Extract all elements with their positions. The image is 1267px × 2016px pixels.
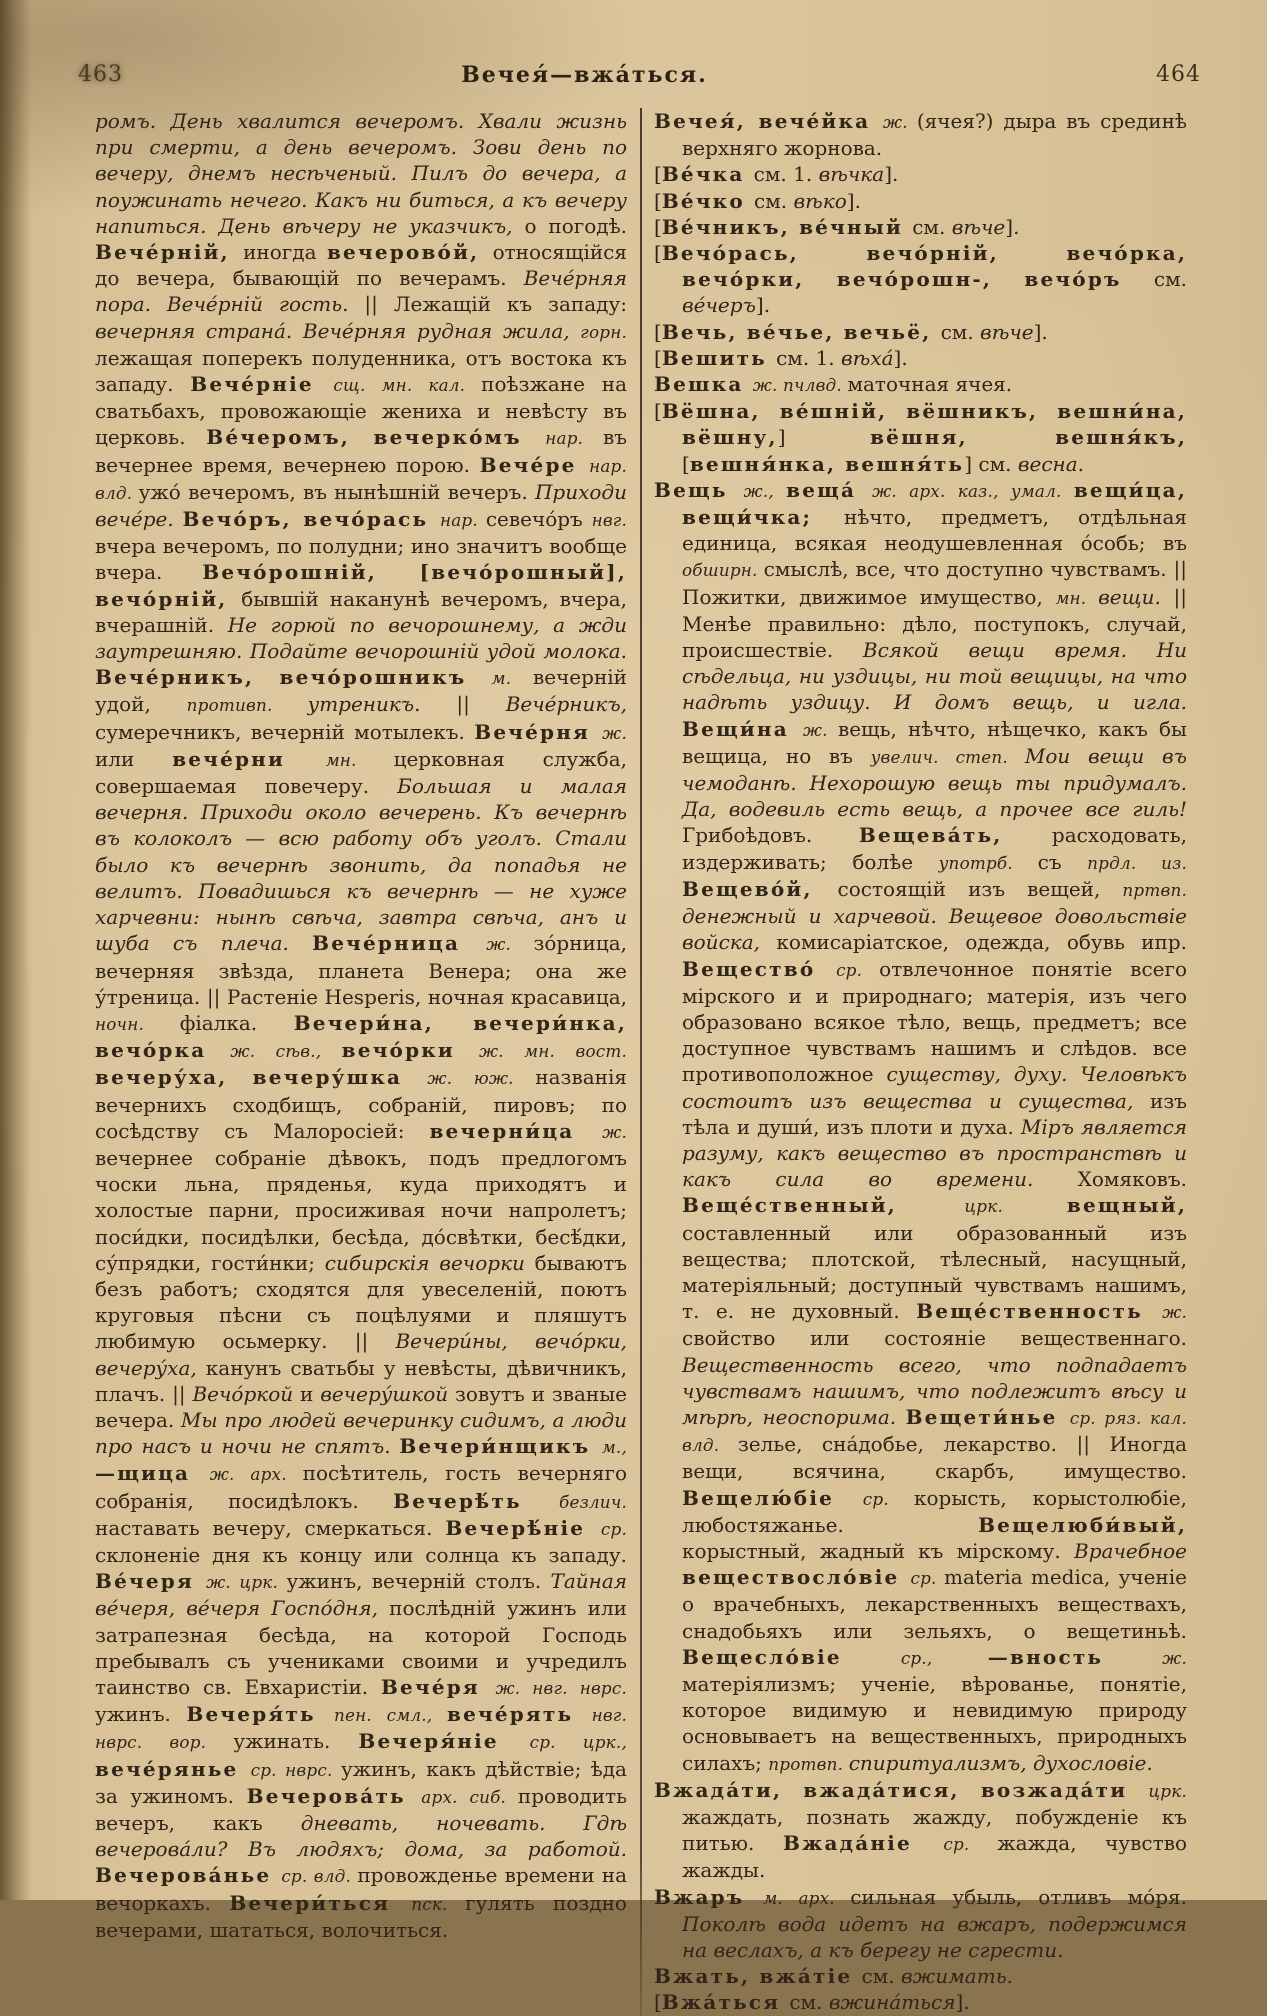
dictionary-entry: Вжаръ м. арх. сильная убыль, отливъ мо́ря. Поколѣ вода идетъ на вжаръ, подержимся на веслахъ, а къ берегу не сгрести. xyxy=(654,1884,1187,1963)
dictionary-entry: Вещь ж., веща́ ж. арх. каз., умал. вещи́ца, вещи́чка; нѣчто, предметъ, отдѣльная единица, всякая неодушевленная о́собь; въ обширн. смыслѣ, все, что доступно чувствамъ. || Пожитки, движимое имущество, мн. вещи. || Менѣе правильно: дѣло, поступокъ, случай, происшествіе. Всякой вещи время. Ни сѣдельца, ни уздицы, ни той вещицы, на что надѣть уздицу. И домъ вещь, и игла. Вещи́на ж. вещь, нѣчто, нѣщечко, какъ бы вещица, но въ увелич. степ. Мои вещи въ чемоданѣ. Нехорошую вещь ты придумалъ. Да, водевиль есть вещь, а прочее все гиль! Грибоѣдовъ. Вещева́ть, расходовать, издерживать; болѣе употрб. съ прдл. из. Вещево́й, состоящій изъ вещей, пртвп. денежный и харчевой. Вещевое довольствіе войска, комисаріатское, одежда, обувь ипр. Вещество́ ср. отвлечонное понятіе всего мірского и и природнаго; матерія, изъ чего образовано всякое тѣло, вещь, предметъ; все доступное чувствамъ нашимъ и слѣдов. все противоположное существу, духу. Человѣкъ состоитъ изъ вещества и существа, изъ тѣла и души́, изъ плоти и духа. Міръ является разуму, какъ вещество въ пространствѣ и какъ сила во времени. Хомяковъ. Веще́ственный, црк. вещный, составленный или образованный изъ вещества; плотской, тѣлесный, насущный, матеріяльный; доступный чувствамъ нашимъ, т. е. не духовный. Веще́ственность ж. свойство или состояніе вещественнаго. Вещественность всего, что подпадаетъ чувствамъ нашимъ, что подлежитъ вѣсу и мѣрѣ, неоспорима. Вещети́нье ср. ряз. кал. влд. зелье, сна́добье, лекарство. || Иногда вещи, всячина, скарбъ, имущество. Вещелю́біе ср. корысть, корыстолюбіе, любостяжанье. Вещелюби́вый, корыстный, жадный къ мірскому. Врачебное веществосло́віе ср. materia medica, ученіе о врачебныхъ, лекарственныхъ веществахъ, снадобьяхъ или зельяхъ, о вещетиньѣ. Вещесло́віе ср., —вность ж. матеріялизмъ; ученіе, вѣрованье, понятіе, которое видимую и невидимую природу основываетъ на вещественныхъ, природныхъ силахъ; протвп. спиритуализмъ, духословіе. xyxy=(654,477,1188,1775)
text-columns xyxy=(95,108,1195,2016)
dictionary-entry: [Ве́чка см. 1. вѣчка]. xyxy=(654,162,899,187)
dictionary-entry: [Вжа́ться см. вжина́ться]. xyxy=(654,1990,970,2015)
dictionary-entry: [Вечь, ве́чье, вечьё, см. вѣче]. xyxy=(654,319,1048,344)
right-column xyxy=(642,108,1187,2016)
page-number-right: 464 xyxy=(1156,62,1201,87)
left-column xyxy=(95,108,640,1943)
page-number-left: 463 xyxy=(78,62,123,87)
page-title: Вечея́—вжа́ться. xyxy=(461,62,708,88)
dictionary-entry: [Ве́чко см. вѣко]. xyxy=(654,188,861,213)
page-header xyxy=(78,62,1201,96)
dictionary-entry: [Ве́чникъ, ве́чный см. вѣче]. xyxy=(654,214,1020,239)
dictionary-entry: Вечея́, вече́йка ж. (ячея?) дыра въ срединѣ верхняго жорнова. xyxy=(654,109,1187,161)
dictionary-entry: Вжать, вжа́тіе см. вжимать. xyxy=(654,1964,1013,1989)
dictionary-entry: [Вёшна, ве́шній, вёшникъ, вешни́на, вёшну,] вёшня, вешня́къ, [вешня́нка, вешня́ть] см. весна. xyxy=(654,399,1187,476)
dictionary-entry: [Вечо́рась, вечо́рній, вечо́рка, вечо́рки, вечо́рошн-, вечо́ръ см. ве́черъ]. xyxy=(654,241,1187,318)
binding-shadow xyxy=(0,0,30,1900)
dictionary-entry: [Вешить см. 1. вѣха́]. xyxy=(654,345,908,370)
dictionary-entry: ромъ. День хвалится вечеромъ. Хвали жизнь при смерти, а день вечеромъ. Зови день по вечеру, днемъ несѣченый. Пилъ до вечера, а поужинать нечего. Какъ ни биться, а къ вечеру напиться. День вѣчеру не указчикъ, о погодѣ. Вече́рній, иногда вечерово́й, относящійся до вечера, бывающій по вечерамъ. Вече́рняя пора. Вече́рній гость. || Лежащій къ западу: вечерняя страна́. Вече́рняя рудная жила, горн. лежащая поперекъ полуденника, отъ востока къ западу. Вече́рніе сщ. мн. кал. поѣзжане на сватьбахъ, провожающіе жениха и невѣсту въ церковь. Ве́черомъ, вечерко́мъ нар. въ вечернее время, вечернею порою. Вече́ре нар. влд. ужо́ вечеромъ, въ нынѣшній вечеръ. Приходи вече́ре. Вечо́ръ, вечо́рась нар. севечо́ръ нвг. вчера вечеромъ, по полудни; ино значитъ вообще вчера. Вечо́рошній, [вечо́рошный], вечо́рній, бывшій наканунѣ вечеромъ, вчера, вчерашній. Не горюй по вечорошнему, а жди заутрешняю. Подайте вечорошній удой молока. Вече́рникъ, вечо́рошникъ м. вечерній удой, противп. утреникъ. || Вече́рникъ, сумеречникъ, вечерній мотылекъ. Вече́рня ж. или вече́рни мн. церковная служба, совершаемая повечеру. Большая и малая вечерня. Приходи около вечерень. Къ вечернѣ въ колоколъ — всю работу объ уголъ. Стали было къ вечернѣ звонить, да попадья не велитъ. Повадишься къ вечернѣ — не хуже харчевни: нынѣ свѣча, завтра свѣча, анъ и шуба съ плеча. Вече́рница ж. зо́рница, вечерняя звѣзда, планета Венера; она же у́треница. || Растеніе Hesperis, ночная красавица, ночн. фіалка. Вечери́на, вечери́нка, вечо́рка ж. сѣв., вечо́рки ж. мн. вост. вечеру́ха, вечеру́шка ж. юж. названія вечернихъ сходбищъ, собраній, пировъ; по сосѣдству съ Малоросіей: вечерни́ца ж. вечернее собраніе дѣвокъ, подъ предлогомъ чоски льна, пряденья, куда приходятъ и холостые парни, просиживая ночи напролетъ; поси́дки, посидѣлки, бесѣда, до́свѣтки, бесѣ́дки, су́прядки, гости́нки; сибирскія вечорки бываютъ безъ работъ; сходятся для увеселеній, поютъ круговыя пѣсни съ поцѣлуями и пляшутъ любимую осьмерку. || Вечери́ны, вечо́рки, вечеру́ха, канунъ сватьбы у невѣсты, дѣвичникъ, плачъ. || Вечо́ркой и вечеру́шкой зовутъ и званые вечера. Мы про людей вечеринку сидимъ, а люди про насъ и ночи не спятъ. Вечери́нщикъ м., —щица ж. арх. посѣтитель, гость вечерняго собранія, посидѣлокъ. Вечерѣ́ть безлич. наставать вечеру, смеркаться. Вечерѣ́ніе ср. склоненіе дня къ концу или солнца къ западу. Ве́черя ж. црк. ужинъ, вечерній столъ. Тайная ве́черя, ве́черя Госпо́дня, послѣдній ужинъ или затрапезная бесѣда, на которой Господь пребывалъ съ учениками своими и учредилъ таинство св. Евхаристіи. Вече́ря ж. нвг. нврс. ужинъ. Вечеря́ть пен. смл., вече́рять нвг. нврс. вор. ужинать. Вечеря́ніе ср. црк., вече́рянье ср. нврс. ужинъ, какъ дѣйствіе; ѣда за ужиномъ. Вечерова́ть арх. сиб. проводить вечеръ, какъ дневать, ночевать. Гдѣ вечерова́ли? Въ людяхъ; дома, за работой. Вечерова́нье ср. влд. провожденье времени на вечоркахъ. Вечери́ться пск. гулять поздно вечерами, шататься, волочиться. xyxy=(95,109,628,1942)
dictionary-entry: Вжада́ти, вжада́тися, возжада́ти црк. жаждать, познать жажду, побужденіе къ питью. Вжада́ніе ср. жажда, чувство жажды. xyxy=(654,1777,1187,1883)
dictionary-entry: Вешка ж. пчлвд. маточная ячея. xyxy=(654,372,1013,397)
